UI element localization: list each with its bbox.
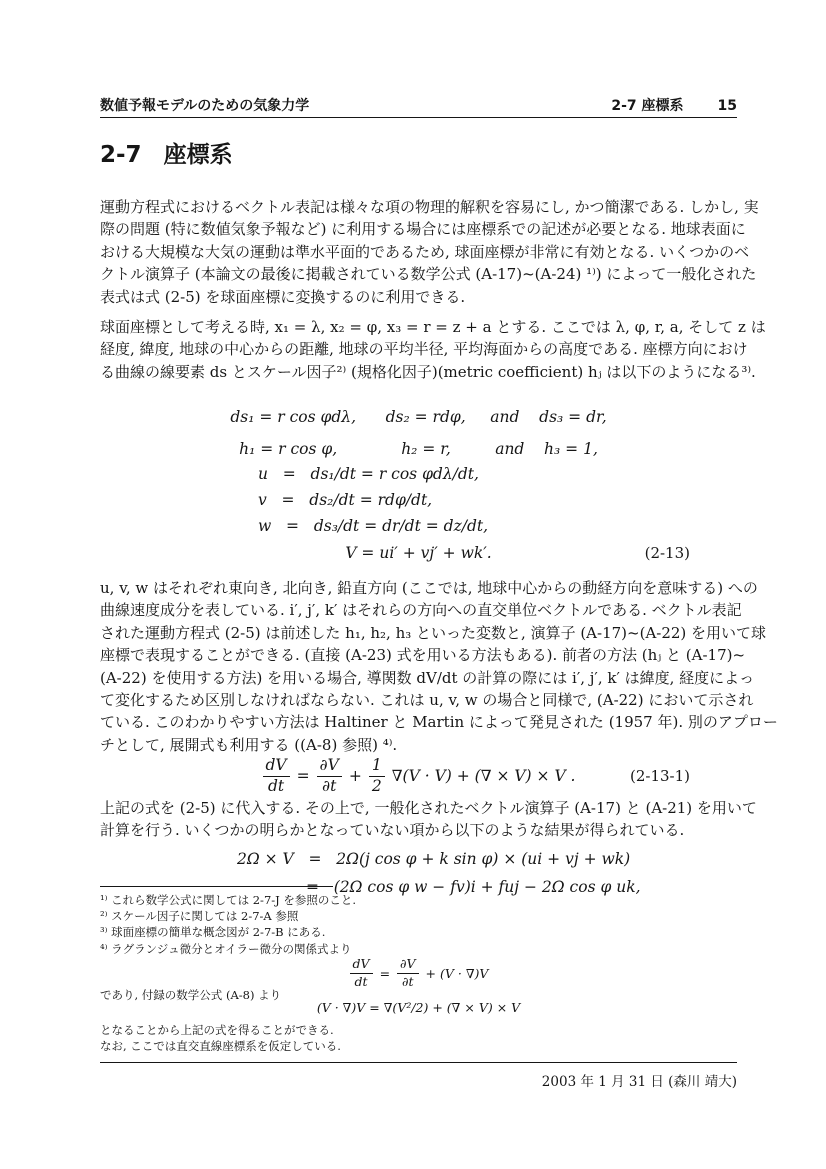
equation-2-13	[100, 544, 737, 562]
text-line: て変化するため区別しなければならない. これは u, v, w の場合と同様で, (A-22) において示され	[100, 691, 754, 710]
header-section-label: 2-7 座標系	[611, 98, 684, 114]
footnote-equation-lagrange-tail: + (V · ∇)V	[425, 965, 489, 981]
header-rule	[100, 117, 737, 118]
footnote-mid-text: であり, 付録の数学公式 (A-8) より	[100, 988, 282, 1002]
footnote-equation-lagrange	[100, 956, 737, 990]
equation-2-13-body: V = ui′ + vj′ + wk′.	[345, 544, 492, 562]
text-line: 曲線速度成分を表している. i′, j′, k′ はそれらの方向への直交単位ベクトルである. ベクトル表記	[100, 601, 742, 620]
text-line: 表式は式 (2-5) を球面座標に変換するのに利用できる.	[100, 287, 466, 306]
text-line: 計算を行う. いくつかの明らかとなっていない項から以下のような結果が得られている.	[100, 821, 685, 840]
paragraph-substitution	[100, 797, 757, 842]
text-line: 際の問題 (特に数値気象予報など) に利用する場合には座標系での記述が必要となる. 地球表面に	[100, 220, 746, 239]
equation-velocity-components	[100, 461, 826, 539]
footnote-tail-text	[100, 1022, 737, 1054]
text-line: る曲線の線要素 ds とスケール因子²⁾ (規格化因子)(metric coefficient) hⱼ は以下のようになる³⁾.	[100, 362, 756, 381]
footer-rule	[100, 1062, 737, 1063]
text-line: ¹⁾ これら数学公式に関しては 2-7-J を参照のこと.	[100, 893, 357, 907]
header-book-title: 数値予報モデルのための気象力学	[100, 98, 310, 114]
text-line: 球面座標として考える時, x₁ = λ, x₂ = φ, x₃ = r = z + a とする. ここでは λ, φ, r, a, そして z は	[100, 318, 766, 336]
footnote-rule	[100, 886, 333, 887]
fraction-partial-V-partial-t: $\frac{\partial V}{\partial t}$	[397, 957, 419, 989]
text-line: w = ds₃/dt = dr/dt = dz/dt,	[258, 517, 489, 535]
text-line: となることから上記の式を得ることができる.	[100, 1023, 334, 1037]
text-line: 座標で表現することができる. (直接 (A-23) 式を用いる方法もある). 前者の方法 (hⱼ と (A-17)~	[100, 646, 746, 665]
text-line: ²⁾ スケール因子に関しては 2-7-A 参照	[100, 909, 299, 924]
text-line: u = ds₁/dt = r cos φdλ/dt,	[258, 465, 479, 483]
equation-2-13-1-tail: ∇(V · V) + (∇ × V) × V .	[391, 767, 576, 785]
text-line: 経度, 緯度, 地球の中心からの距離, 地球の平均半径, 平均海面からの高度である. 座標方向におけ	[100, 340, 748, 359]
footnote-equation-advection-body: (V · ∇)V = ∇(V²/2) + (∇ × V) × V	[316, 1000, 521, 1015]
paragraph-spherical-coords	[100, 316, 766, 383]
header-right-group	[611, 95, 737, 115]
equation-2-13-label: (2-13)	[644, 544, 690, 562]
running-header	[100, 95, 737, 115]
text-line: ⁴⁾ ラグランジュ微分とオイラー微分の関係式より	[100, 941, 352, 956]
text-line: された運動方程式 (2-5) は前述した h₁, h₂, h₃ といった変数と, 演算子 (A-17)~(A-22) を用いて球	[100, 623, 767, 642]
footnote-list	[100, 892, 737, 957]
text-line: u, v, w はそれぞれ東向き, 北向き, 鉛直方向 (ここでは, 地球中心からの動経方向を意味する) への	[100, 579, 758, 597]
text-line: = (2Ω cos φ w − fv)i + fuj − 2Ω cos φ uk,	[237, 878, 641, 896]
section-number: 2-7	[100, 142, 142, 168]
fraction-dV-dt: $\frac{dV}{dt}$	[263, 757, 290, 796]
text-line: 上記の式を (2-5) に代入する. その上で, 一般化されたベクトル演算子 (A-17) と (A-21) を用いて	[100, 799, 757, 817]
text-line: ている. このわかりやすい方法は Haltiner と Martin によって発見された (1957 年). 別のアプロー	[100, 713, 778, 732]
page-number: 15	[717, 98, 737, 114]
section-title	[100, 136, 737, 169]
text-line: h₁ = r cos φ, h₂ = r, and h₃ = 1,	[239, 440, 598, 458]
text-line: ds₁ = r cos φdλ, ds₂ = rdφ, and ds₃ = dr,	[230, 408, 607, 426]
paragraph-unit-vectors	[100, 577, 778, 756]
text-line: 運動方程式におけるベクトル表記は様々な項の物理的解釈を容易にし, かつ簡潔である. しかし, 実	[100, 198, 759, 216]
text-line: (A-22) を使用する方法) を用いる場合, 導関数 dV/dt の計算の際には i′, j′, k′ は緯度, 経度によっ	[100, 668, 755, 687]
equation-2-13-1	[100, 756, 737, 796]
equals-sign: =	[379, 965, 391, 981]
section-name: 座標系	[163, 142, 233, 168]
text-line: クトル演算子 (本論文の最後に掲載されている数学公式 (A-17)~(A-24) ¹⁾) によって一般化された	[100, 265, 757, 284]
fraction-partial-V-partial-t: $\frac{\partial V}{\partial t}$	[317, 757, 342, 796]
paragraph-intro	[100, 196, 759, 308]
text-line: なお, ここでは直交直線座標系を仮定している.	[100, 1039, 341, 1054]
plus-sign: +	[348, 767, 362, 785]
equation-line-elements	[100, 401, 737, 465]
text-line: 2Ω × V = 2Ω(j cos φ + k sin φ) × (ui + vj + wk)	[237, 850, 631, 868]
equation-2-13-1-label: (2-13-1)	[629, 767, 690, 785]
fraction-one-half: $\frac{1}{2}$	[369, 757, 385, 796]
equals-sign: =	[296, 767, 310, 785]
text-line: チとして, 展開式も利用する ((A-8) 参照) ⁴⁾.	[100, 735, 398, 754]
footer-date: 2003 年 1 月 31 日 (森川 靖大)	[541, 1074, 737, 1090]
text-line: v = ds₂/dt = rdφ/dt,	[258, 491, 433, 509]
footnote-equation-advection	[100, 1000, 737, 1015]
fraction-dV-dt: $\frac{dV}{dt}$	[350, 957, 373, 989]
text-line: ³⁾ 球面座標の簡単な概念図が 2-7-B にある.	[100, 925, 326, 940]
text-line: おける大規模な大気の運動は準水平面的であるため, 球面座標が非常に有効となる. いくつかのベ	[100, 242, 750, 261]
